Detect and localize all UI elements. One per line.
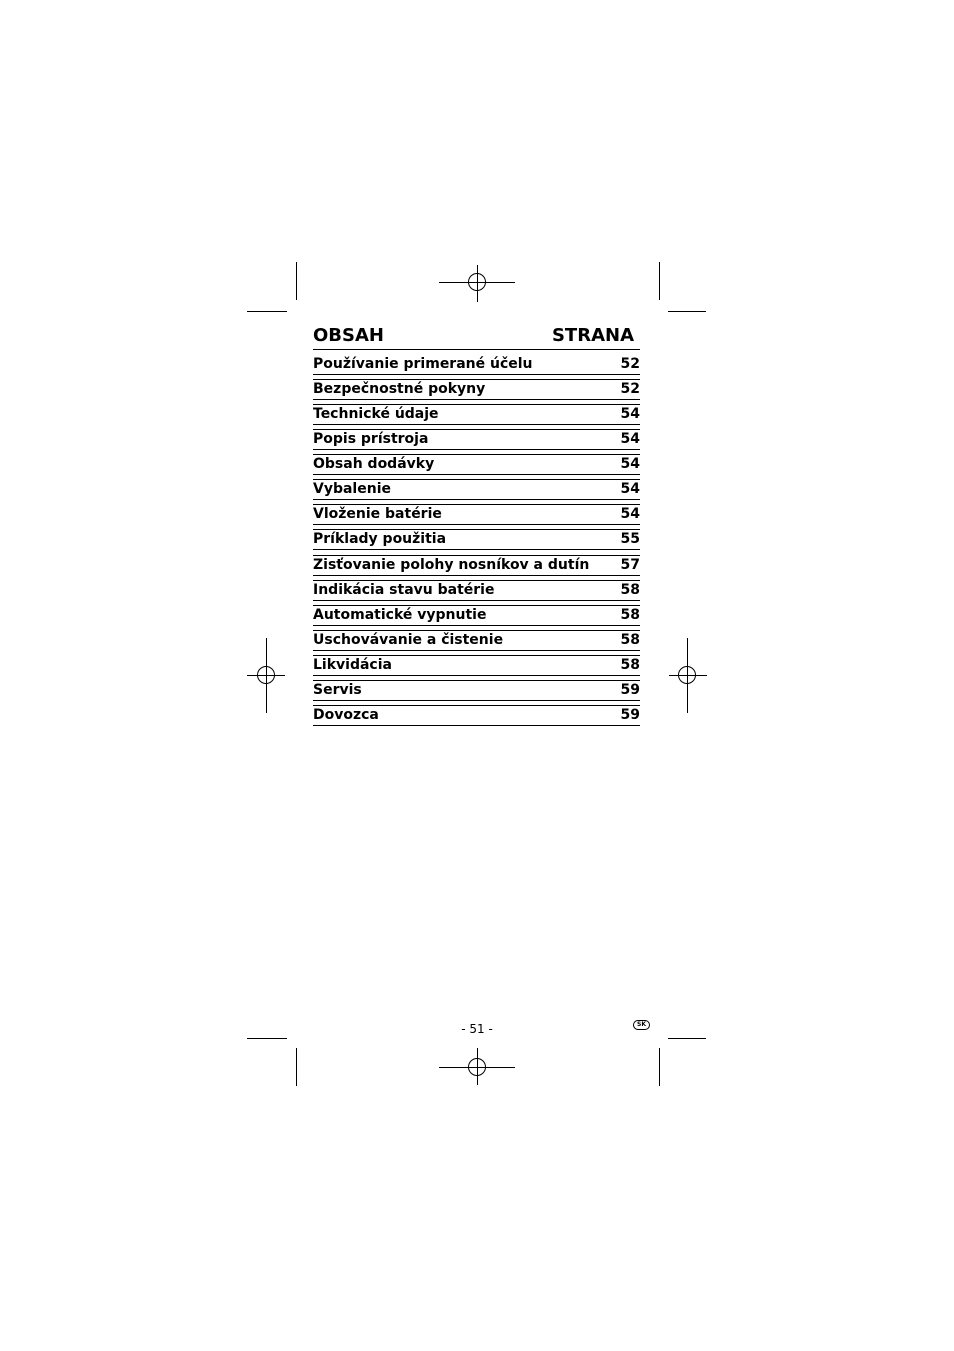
toc-entry[interactable] (313, 627, 640, 652)
crop-mark (668, 1038, 706, 1039)
toc-entry[interactable] (313, 526, 640, 551)
toc-entry-page: 52 (620, 381, 640, 398)
language-badge: SK (633, 1020, 650, 1030)
entry-underline (313, 575, 640, 576)
toc-heading-page-label: STRANA (551, 325, 634, 346)
toc-entry-page: 54 (620, 481, 640, 498)
toc-entry[interactable] (313, 552, 640, 577)
toc-entry-page: 54 (620, 431, 640, 448)
toc-entry[interactable] (313, 602, 640, 627)
toc-entry-title: Servis (313, 681, 362, 698)
entry-underline (313, 399, 640, 400)
toc-entry-title: Technické údaje (313, 406, 439, 423)
toc-entry-page: 59 (620, 681, 640, 698)
entry-underline (313, 424, 640, 425)
toc-entry-page: 55 (620, 531, 640, 548)
toc-entry-title: Vloženie batérie (313, 506, 442, 523)
crop-mark (659, 1048, 660, 1086)
toc-entry-title: Obsah dodávky (313, 456, 435, 473)
registration-circle-icon (468, 1058, 486, 1076)
toc-entry-page: 54 (620, 506, 640, 523)
toc-entry-title: Používanie primerané účelu (313, 356, 533, 372)
crop-mark (296, 1048, 297, 1086)
entry-underline (313, 474, 640, 475)
toc-entry-page: 59 (620, 706, 640, 723)
toc-entry-page: 54 (620, 406, 640, 423)
registration-circle-icon (468, 273, 486, 291)
toc-entry[interactable] (313, 501, 640, 526)
toc-entry-page: 58 (620, 606, 640, 623)
entry-underline (313, 675, 640, 676)
toc-list (313, 351, 640, 727)
toc-entry-page: 54 (620, 456, 640, 473)
entry-underline (313, 725, 640, 726)
toc-heading-title: OBSAH (313, 325, 384, 346)
toc-entry-title: Zisťovanie polohy nosníkov a dutín (313, 556, 590, 573)
toc-entry-title: Dovozca (313, 706, 379, 723)
toc-entry[interactable] (313, 351, 640, 376)
crop-mark (296, 262, 297, 300)
heading-divider (313, 349, 640, 350)
entry-underline (313, 524, 640, 525)
toc-entry[interactable] (313, 401, 640, 426)
entry-underline (313, 650, 640, 651)
toc-entry-title: Bezpečnostné pokyny (313, 381, 486, 398)
toc-entry[interactable] (313, 451, 640, 476)
toc-entry[interactable] (313, 677, 640, 702)
toc-entry-title: Uschovávanie a čistenie (313, 631, 504, 648)
entry-underline (313, 549, 640, 550)
toc-entry-title: Likvidácia (313, 656, 392, 673)
toc-entry-page: 58 (620, 631, 640, 648)
toc-entry-title: Automatické vypnutie (313, 606, 487, 623)
crop-mark (247, 1038, 287, 1039)
entry-underline (313, 600, 640, 601)
toc-entry[interactable] (313, 426, 640, 451)
toc-entry-page: 57 (620, 556, 640, 573)
registration-circle-icon (678, 666, 696, 684)
toc-entry-title: Popis prístroja (313, 431, 429, 448)
toc-entry[interactable] (313, 577, 640, 602)
crop-mark (247, 311, 287, 312)
toc-entry-title: Príklady použitia (313, 531, 447, 548)
entry-underline (313, 625, 640, 626)
page-number: - 51 - (461, 1022, 493, 1036)
toc-entry-title: Indikácia stavu batérie (313, 581, 495, 598)
toc-entry-page: 58 (620, 656, 640, 673)
toc-entry[interactable] (313, 476, 640, 501)
toc-entry-page: 58 (620, 581, 640, 598)
entry-underline (313, 374, 640, 375)
crop-mark (659, 262, 660, 300)
toc-entry-title: Vybalenie (313, 481, 391, 498)
toc-entry[interactable] (313, 376, 640, 401)
crop-mark (668, 311, 706, 312)
entry-underline (313, 449, 640, 450)
entry-divider (313, 680, 640, 681)
entry-underline (313, 499, 640, 500)
entry-underline (313, 700, 640, 701)
toc-entry[interactable] (313, 702, 640, 727)
toc-entry[interactable] (313, 652, 640, 677)
registration-circle-icon (257, 666, 275, 684)
toc-heading (313, 325, 640, 349)
toc-entry-page: 52 (620, 356, 640, 372)
